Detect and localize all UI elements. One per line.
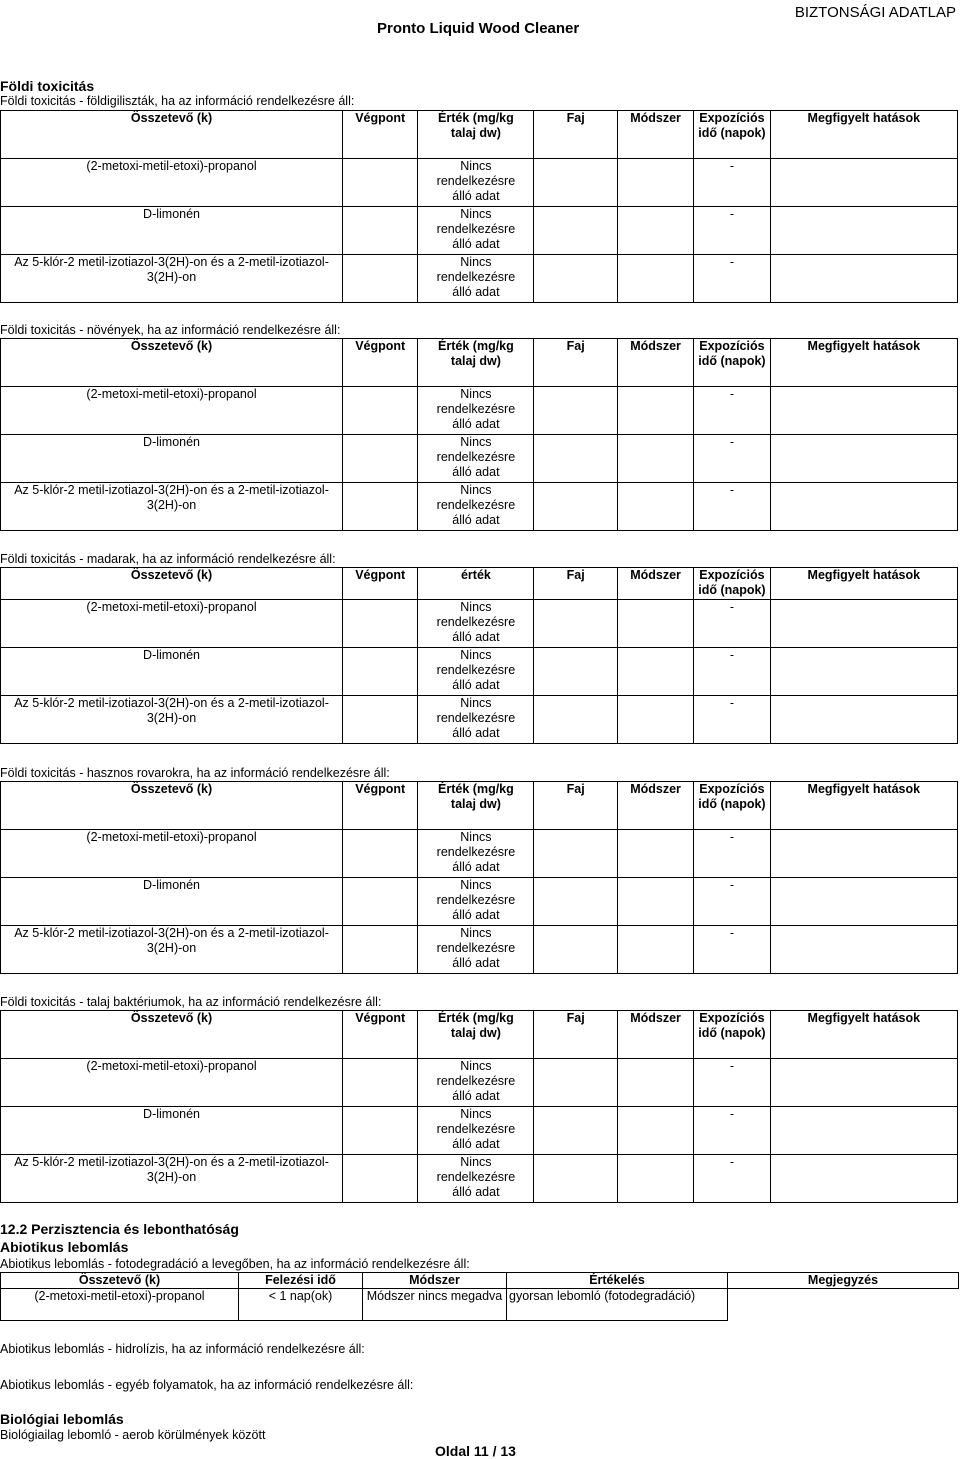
photodegradation-caption: Abiotikus lebomlás - fotodegradáció a levegőben, ha az információ rendelkezésre áll:: [0, 1257, 470, 1271]
table-header-row: [1, 111, 958, 159]
ingredient-cell: D-limonén: [1, 207, 343, 255]
value-cell: Nincs rendelkezésre álló adat: [418, 159, 534, 207]
table-caption: Földi toxicitás - növények, ha az információ rendelkezésre áll:: [0, 323, 341, 337]
column-header: Megfigyelt hatások: [770, 339, 957, 387]
toxicity-table: [0, 567, 958, 744]
empty-cell: [770, 696, 957, 744]
exposure-time-cell: -: [694, 696, 770, 744]
empty-cell: [770, 1059, 957, 1107]
value-cell: Nincs rendelkezésre álló adat: [418, 483, 534, 531]
empty-cell: [617, 159, 693, 207]
ingredient-cell: (2-metoxi-metil-etoxi)-propanol: [1, 600, 343, 648]
column-header: Végpont: [343, 568, 418, 600]
empty-cell: [343, 878, 418, 926]
column-header: Végpont: [343, 1011, 418, 1059]
value-cell: Nincs rendelkezésre álló adat: [418, 1155, 534, 1203]
half-life-cell: < 1 nap(ok): [239, 1289, 363, 1321]
column-header: Végpont: [343, 339, 418, 387]
empty-cell: [343, 387, 418, 435]
exposure-time-cell: -: [694, 207, 770, 255]
value-cell: Nincs rendelkezésre álló adat: [418, 207, 534, 255]
empty-cell: [770, 255, 957, 303]
table-row: [1, 1289, 959, 1321]
value-cell: Nincs rendelkezésre álló adat: [418, 600, 534, 648]
empty-cell: [770, 1155, 957, 1203]
exposure-time-cell: -: [694, 435, 770, 483]
empty-cell: [617, 387, 693, 435]
empty-cell: [343, 830, 418, 878]
empty-cell: [534, 1107, 617, 1155]
ingredient-cell: (2-metoxi-metil-etoxi)-propanol: [1, 1059, 343, 1107]
column-header: Faj: [534, 339, 617, 387]
page-number: Oldal 11 / 13: [435, 1443, 516, 1459]
table-row: [1, 648, 958, 696]
empty-cell: [534, 207, 617, 255]
table-row: [1, 207, 958, 255]
document-title: Pronto Liquid Wood Cleaner: [377, 20, 580, 37]
toxicity-table: [0, 1010, 958, 1203]
column-header: Faj: [534, 1011, 617, 1059]
empty-cell: [343, 600, 418, 648]
exposure-time-cell: -: [694, 878, 770, 926]
value-cell: Nincs rendelkezésre álló adat: [418, 830, 534, 878]
column-header: Módszer: [363, 1273, 507, 1289]
ingredient-cell: (2-metoxi-metil-etoxi)-propanol: [1, 387, 343, 435]
empty-cell: [534, 830, 617, 878]
empty-cell: [343, 435, 418, 483]
exposure-time-cell: -: [694, 600, 770, 648]
empty-cell: [617, 1059, 693, 1107]
empty-cell: [534, 159, 617, 207]
table-row: [1, 435, 958, 483]
empty-cell: [770, 830, 957, 878]
exposure-time-cell: -: [694, 387, 770, 435]
table-row: [1, 483, 958, 531]
empty-cell: [534, 696, 617, 744]
column-header: Végpont: [343, 782, 418, 830]
empty-cell: [617, 1155, 693, 1203]
column-header: Expozíciós idő (napok): [694, 111, 770, 159]
empty-cell: [343, 255, 418, 303]
section-heading-terrestrial-toxicity: Földi toxicitás: [0, 78, 95, 94]
remark-cell: [728, 1289, 959, 1321]
other-processes-caption: Abiotikus lebomlás - egyéb folyamatok, ha az információ rendelkezésre áll:: [0, 1378, 414, 1392]
column-header: Érték (mg/kg talaj dw): [418, 339, 534, 387]
empty-cell: [770, 878, 957, 926]
value-cell: Nincs rendelkezésre álló adat: [418, 435, 534, 483]
value-cell: Nincs rendelkezésre álló adat: [418, 1107, 534, 1155]
empty-cell: [534, 600, 617, 648]
biodegradation-heading: Biológiai lebomlás: [0, 1411, 124, 1427]
ingredient-cell: Az 5-klór-2 metil-izotiazol-3(2H)-on és a 2-metil-izotiazol-3(2H)-on: [1, 255, 343, 303]
empty-cell: [343, 1155, 418, 1203]
ingredient-cell: D-limonén: [1, 648, 343, 696]
biodegradation-caption: Biológiailag lebomló - aerob körülmények között: [0, 1428, 266, 1442]
exposure-time-cell: -: [694, 255, 770, 303]
table-row: [1, 600, 958, 648]
value-cell: Nincs rendelkezésre álló adat: [418, 387, 534, 435]
empty-cell: [770, 483, 957, 531]
table-header-row: [1, 1011, 958, 1059]
empty-cell: [534, 926, 617, 974]
empty-cell: [617, 926, 693, 974]
column-header: Módszer: [617, 1011, 693, 1059]
column-header: Összetevő (k): [1, 339, 343, 387]
photodegradation-table: [0, 1272, 959, 1321]
empty-cell: [343, 1059, 418, 1107]
table-row: [1, 255, 958, 303]
ingredient-cell: (2-metoxi-metil-etoxi)-propanol: [1, 1289, 239, 1321]
empty-cell: [770, 1107, 957, 1155]
column-header: Faj: [534, 782, 617, 830]
exposure-time-cell: -: [694, 1107, 770, 1155]
evaluation-cell: gyorsan lebomló (fotodegradáció): [507, 1289, 728, 1321]
toxicity-table: [0, 781, 958, 974]
table-header-row: [1, 568, 958, 600]
column-header: Összetevő (k): [1, 1273, 239, 1289]
column-header: Expozíciós idő (napok): [694, 782, 770, 830]
column-header: Expozíciós idő (napok): [694, 568, 770, 600]
column-header: Módszer: [617, 568, 693, 600]
table-caption: Földi toxicitás - földigiliszták, ha az információ rendelkezésre áll:: [0, 94, 355, 108]
table-row: [1, 387, 958, 435]
empty-cell: [534, 878, 617, 926]
column-header: Megjegyzés: [728, 1273, 959, 1289]
empty-cell: [534, 387, 617, 435]
ingredient-cell: D-limonén: [1, 1107, 343, 1155]
column-header: Módszer: [617, 111, 693, 159]
exposure-time-cell: -: [694, 159, 770, 207]
empty-cell: [617, 696, 693, 744]
empty-cell: [343, 696, 418, 744]
table-row: [1, 926, 958, 974]
empty-cell: [343, 159, 418, 207]
column-header: érték: [418, 568, 534, 600]
empty-cell: [343, 483, 418, 531]
ingredient-cell: Az 5-klór-2 metil-izotiazol-3(2H)-on és a 2-metil-izotiazol-3(2H)-on: [1, 483, 343, 531]
ingredient-cell: Az 5-klór-2 metil-izotiazol-3(2H)-on és a 2-metil-izotiazol-3(2H)-on: [1, 1155, 343, 1203]
value-cell: Nincs rendelkezésre álló adat: [418, 1059, 534, 1107]
document-type: BIZTONSÁGI ADATLAP: [794, 4, 956, 21]
empty-cell: [534, 435, 617, 483]
empty-cell: [770, 648, 957, 696]
ingredient-cell: (2-metoxi-metil-etoxi)-propanol: [1, 159, 343, 207]
table-row: [1, 159, 958, 207]
ingredient-cell: (2-metoxi-metil-etoxi)-propanol: [1, 830, 343, 878]
empty-cell: [617, 207, 693, 255]
table-row: [1, 1107, 958, 1155]
empty-cell: [534, 1059, 617, 1107]
column-header: Megfigyelt hatások: [770, 111, 957, 159]
empty-cell: [343, 926, 418, 974]
empty-cell: [534, 648, 617, 696]
column-header: Összetevő (k): [1, 568, 343, 600]
column-header: Értékelés: [507, 1273, 728, 1289]
empty-cell: [770, 387, 957, 435]
section-12-2-title: 12.2 Perzisztencia és lebonthatóság: [0, 1221, 239, 1237]
method-cell: Módszer nincs megadva: [363, 1289, 507, 1321]
column-header: Felezési idő: [239, 1273, 363, 1289]
value-cell: Nincs rendelkezésre álló adat: [418, 255, 534, 303]
exposure-time-cell: -: [694, 926, 770, 974]
empty-cell: [617, 1107, 693, 1155]
abiotic-degradation-heading: Abiotikus lebomlás: [0, 1239, 129, 1255]
empty-cell: [617, 435, 693, 483]
column-header: Expozíciós idő (napok): [694, 1011, 770, 1059]
toxicity-table: [0, 338, 958, 531]
column-header: Megfigyelt hatások: [770, 1011, 957, 1059]
column-header: Összetevő (k): [1, 1011, 343, 1059]
empty-cell: [770, 159, 957, 207]
table-row: [1, 878, 958, 926]
table-row: [1, 696, 958, 744]
ingredient-cell: D-limonén: [1, 878, 343, 926]
column-header: Összetevő (k): [1, 111, 343, 159]
column-header: Módszer: [617, 339, 693, 387]
value-cell: Nincs rendelkezésre álló adat: [418, 878, 534, 926]
column-header: Megfigyelt hatások: [770, 568, 957, 600]
value-cell: Nincs rendelkezésre álló adat: [418, 696, 534, 744]
table-row: [1, 1155, 958, 1203]
empty-cell: [343, 207, 418, 255]
empty-cell: [617, 878, 693, 926]
column-header: Érték (mg/kg talaj dw): [418, 1011, 534, 1059]
column-header: Érték (mg/kg talaj dw): [418, 111, 534, 159]
table-row: [1, 830, 958, 878]
empty-cell: [770, 926, 957, 974]
empty-cell: [343, 1107, 418, 1155]
empty-cell: [534, 483, 617, 531]
column-header: Érték (mg/kg talaj dw): [418, 782, 534, 830]
exposure-time-cell: -: [694, 830, 770, 878]
empty-cell: [534, 1155, 617, 1203]
table-header-row: [1, 1273, 959, 1289]
table-caption: Földi toxicitás - talaj baktériumok, ha az információ rendelkezésre áll:: [0, 995, 382, 1009]
table-row: [1, 1059, 958, 1107]
column-header: Végpont: [343, 111, 418, 159]
value-cell: Nincs rendelkezésre álló adat: [418, 926, 534, 974]
empty-cell: [770, 600, 957, 648]
table-caption: Földi toxicitás - hasznos rovarokra, ha az információ rendelkezésre áll:: [0, 766, 390, 780]
exposure-time-cell: -: [694, 648, 770, 696]
empty-cell: [617, 830, 693, 878]
empty-cell: [770, 207, 957, 255]
column-header: Megfigyelt hatások: [770, 782, 957, 830]
empty-cell: [343, 648, 418, 696]
empty-cell: [770, 435, 957, 483]
table-caption: Földi toxicitás - madarak, ha az információ rendelkezésre áll:: [0, 552, 336, 566]
empty-cell: [617, 255, 693, 303]
ingredient-cell: Az 5-klór-2 metil-izotiazol-3(2H)-on és a 2-metil-izotiazol-3(2H)-on: [1, 926, 343, 974]
value-cell: Nincs rendelkezésre álló adat: [418, 648, 534, 696]
ingredient-cell: D-limonén: [1, 435, 343, 483]
column-header: Összetevő (k): [1, 782, 343, 830]
column-header: Módszer: [617, 782, 693, 830]
table-header-row: [1, 339, 958, 387]
hydrolysis-caption: Abiotikus lebomlás - hidrolízis, ha az információ rendelkezésre áll:: [0, 1342, 365, 1356]
empty-cell: [617, 483, 693, 531]
column-header: Expozíciós idő (napok): [694, 339, 770, 387]
column-header: Faj: [534, 568, 617, 600]
toxicity-table: [0, 110, 958, 303]
ingredient-cell: Az 5-klór-2 metil-izotiazol-3(2H)-on és a 2-metil-izotiazol-3(2H)-on: [1, 696, 343, 744]
exposure-time-cell: -: [694, 1155, 770, 1203]
exposure-time-cell: -: [694, 483, 770, 531]
empty-cell: [617, 600, 693, 648]
empty-cell: [617, 648, 693, 696]
exposure-time-cell: -: [694, 1059, 770, 1107]
empty-cell: [534, 255, 617, 303]
column-header: Faj: [534, 111, 617, 159]
table-header-row: [1, 782, 958, 830]
